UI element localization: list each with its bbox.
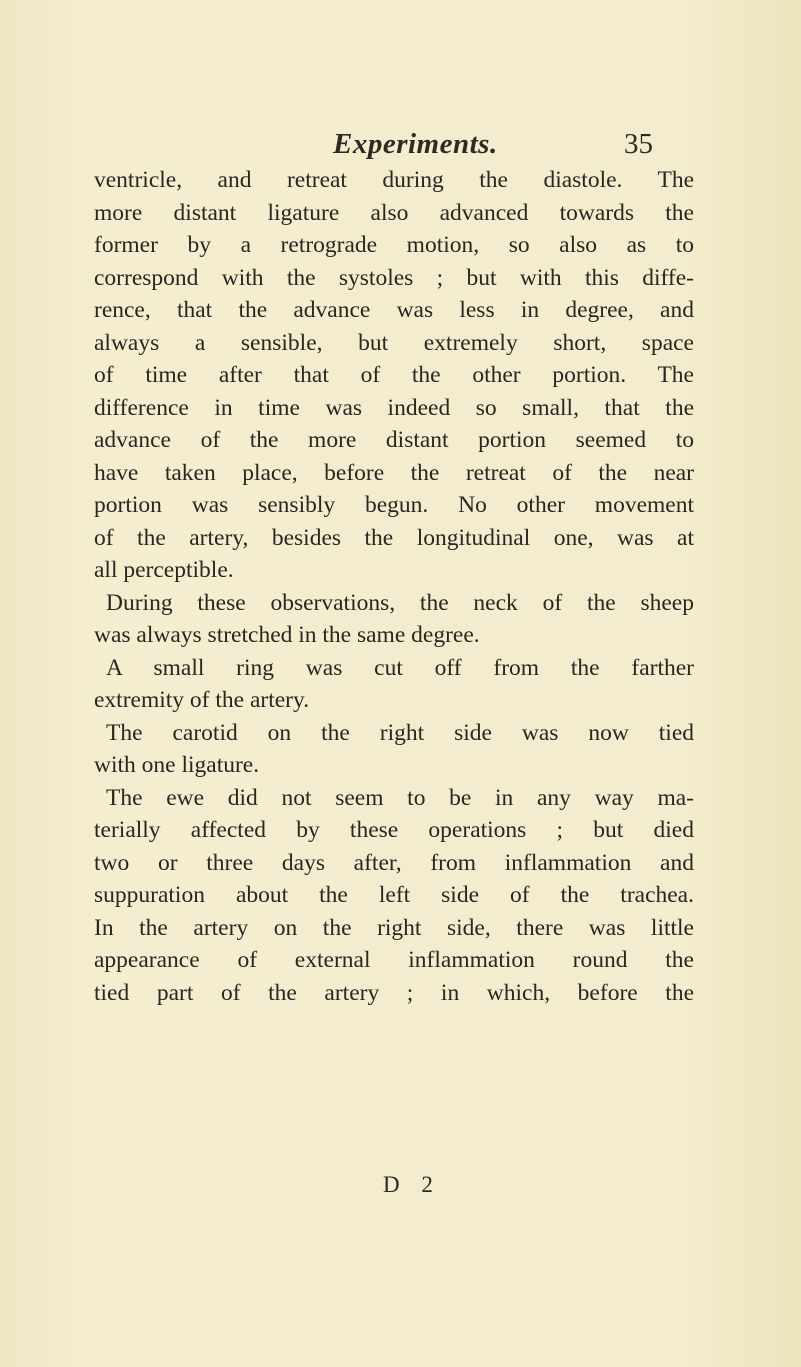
- text-line: The ewe did not seem to be in any way ma-: [106, 784, 694, 811]
- text-line: of the artery, besides the longitudinal one, was at: [94, 524, 694, 551]
- text-line: appearance of external inflammation round the: [94, 947, 694, 973]
- text-line: have taken place, before the retreat of the near: [94, 459, 694, 486]
- signature-mark: D 2: [383, 1172, 441, 1197]
- running-title: Experiments.: [333, 128, 498, 160]
- text-line: more distant ligature also advanced towards the: [94, 199, 694, 226]
- text-line: two or three days after, from inflammation and: [94, 849, 694, 876]
- text-line: rence, that the advance was less in degree, and: [94, 297, 694, 323]
- text-line: of time after that of the other portion. The: [94, 362, 694, 388]
- running-head: [0, 128, 801, 168]
- text-line: During these observations, the neck of the sheep: [106, 589, 694, 616]
- text-line: extremity of the artery.: [94, 687, 310, 713]
- text-line: suppuration about the left side of the trachea.: [94, 882, 694, 908]
- text-line: with one ligature.: [94, 752, 260, 778]
- text-line: correspond with the systoles ; but with this diffe-: [94, 264, 694, 291]
- text-line: was always stretched in the same degree.: [94, 622, 480, 648]
- text-line: tied part of the artery ; in which, before the: [94, 979, 694, 1006]
- text-line: all perceptible.: [94, 557, 234, 583]
- text-line: A small ring was cut off from the farther: [106, 654, 694, 681]
- text-line: In the artery on the right side, there was little: [94, 914, 694, 941]
- text-line: The carotid on the right side was now tied: [106, 719, 694, 746]
- text-line: advance of the more distant portion seemed to: [94, 427, 694, 453]
- text-line: former by a retrograde motion, so also as to: [94, 232, 694, 258]
- text-line: difference in time was indeed so small, that the: [94, 394, 694, 421]
- text-line: terially affected by these operations ; but died: [94, 817, 694, 843]
- body-text: [94, 164, 694, 1009]
- text-line: portion was sensibly begun. No other movement: [94, 492, 694, 518]
- text-line: always a sensible, but extremely short, space: [94, 329, 694, 356]
- page-number: 35: [624, 128, 653, 160]
- text-line: ventricle, and retreat during the diastole. The: [94, 167, 694, 193]
